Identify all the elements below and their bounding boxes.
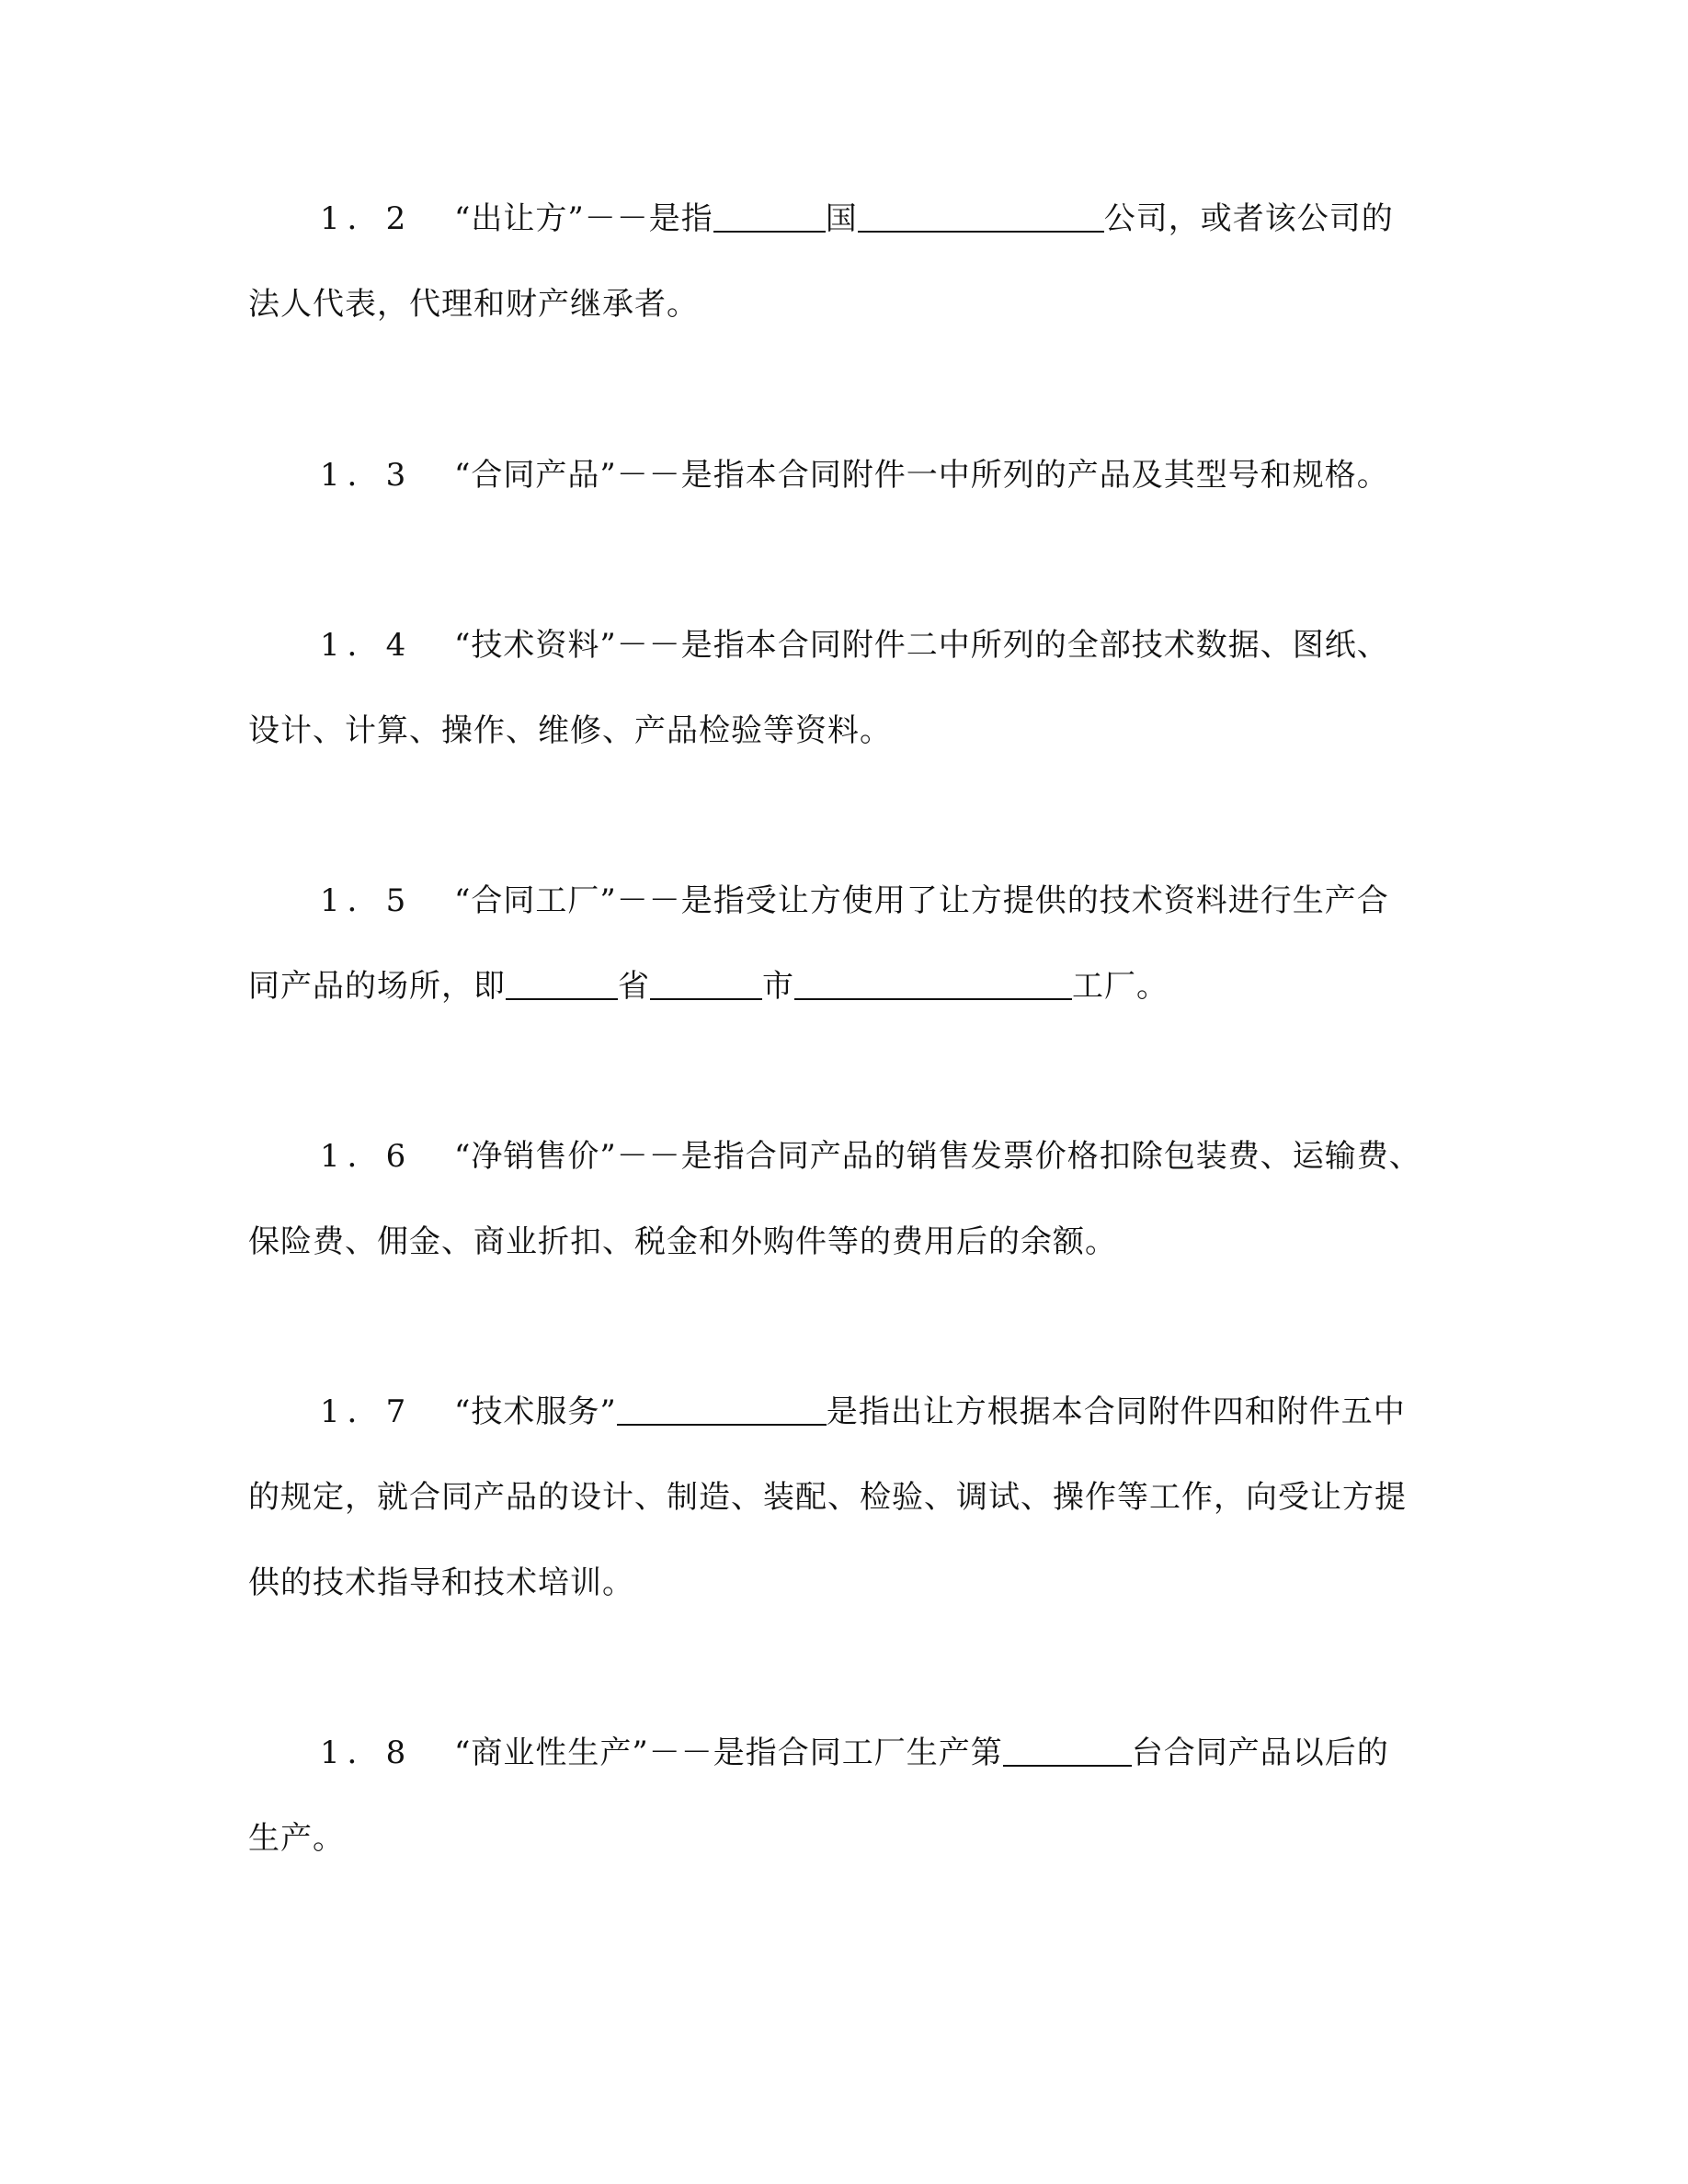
clause-number: 1．7 [320,1393,414,1430]
clause-line: 生产。 [248,1820,345,1857]
clause-line [248,859,1440,944]
clause-text: 同产品的场所，即 [248,968,506,1005]
clause-text: 台合同产品以后的 [1131,1735,1389,1771]
clause-1-7 [248,1370,1440,1626]
clause-line [248,1114,1440,1200]
clause-1-6 [248,1114,1440,1285]
clause-text: 市 [762,968,794,1005]
clause-number: 1．6 [320,1138,414,1175]
blank-country [713,199,826,233]
clause-number: 1．3 [320,457,414,494]
clause-line: 保险费、佣金、商业折扣、税金和外购件等的费用后的余额。 [248,1223,1117,1260]
blank-unit-count [1003,1734,1132,1767]
clause-text: “合同工厂”－－是指受让方使用了让方提供的技术资料进行生产合 [454,882,1389,919]
clause-line [248,176,1440,262]
clause-text: “合同产品”－－是指本合同附件一中所列的产品及其型号和规格。 [454,457,1389,494]
clause-line [248,603,1440,688]
clause-text: “净销售价”－－是指合同产品的销售发票价格扣除包装费、运输费、 [454,1138,1421,1175]
clause-text: 工厂。 [1072,968,1169,1005]
clause-line [248,1711,1440,1796]
clause-line: 设计、计算、操作、维修、产品检验等资料。 [248,712,892,749]
clause-number: 1．5 [320,882,414,919]
clause-1-5 [248,859,1440,1029]
clause-text: “商业性生产”－－是指合同工厂生产第 [454,1735,1003,1771]
blank-city [650,967,762,1000]
clause-text: 是指出让方根据本合同附件四和附件五中 [826,1393,1406,1430]
blank-factory [794,967,1072,1000]
blank-company [858,199,1104,233]
clause-line [248,433,1440,518]
clause-1-4 [248,603,1440,774]
clause-text: 国 [825,200,858,237]
clause-text: 省 [618,968,650,1005]
clause-line: 的规定，就合同产品的设计、制造、装配、检验、调试、操作等工作，向受让方提 [248,1479,1407,1516]
clause-line [248,1370,1440,1455]
clause-text: “技术资料”－－是指本合同附件二中所列的全部技术数据、图纸、 [454,627,1389,664]
blank-service [617,1393,827,1426]
clause-text: “出让方”－－是指 [454,200,713,237]
blank-province [506,967,618,1000]
clause-1-3 [248,433,1440,518]
clause-line [248,944,1440,1029]
clause-1-8 [248,1711,1440,1882]
clause-number: 1．8 [320,1735,414,1771]
clause-text: “技术服务” [454,1393,617,1430]
clause-number: 1．2 [320,200,414,237]
clause-text: 公司，或者该公司的 [1103,200,1394,237]
clause-line: 供的技术指导和技术培训。 [248,1564,634,1601]
clause-number: 1．4 [320,627,414,664]
clause-line: 法人代表，代理和财产继承者。 [248,286,699,323]
clause-1-2 [248,176,1440,347]
